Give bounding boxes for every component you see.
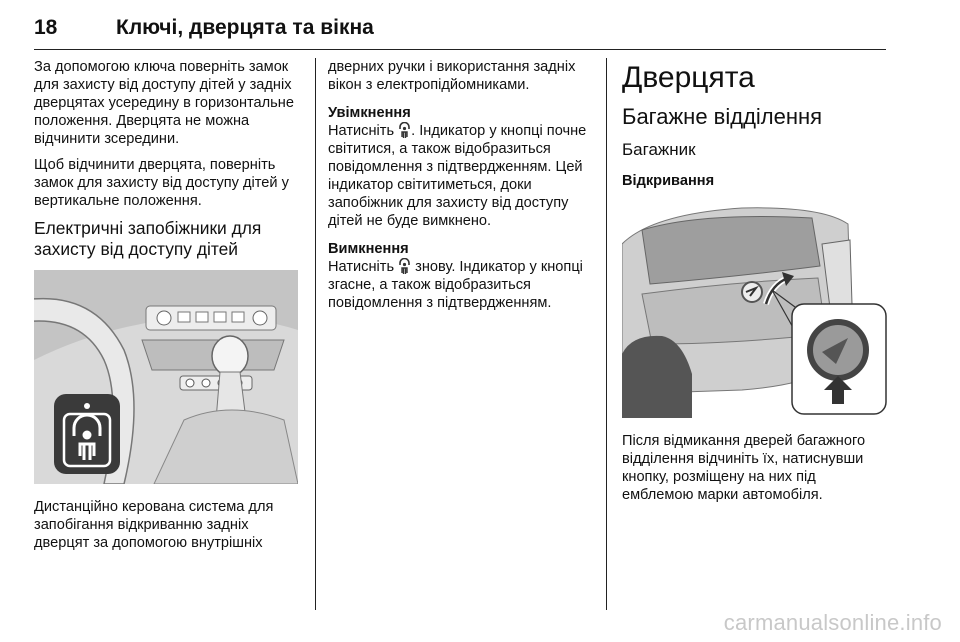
section-heading-electric-child-lock: Електричні запобіжники для захисту від доступу дітей — [34, 218, 262, 259]
paragraph-lock-horizontal: За допомогою ключа поверніть замок для захисту від доступу дітей у задніх дверцятах усередину в горизонтальне положення. Дверцята не можна відчинити зсередини. — [34, 59, 294, 147]
paragraph-tailgate-open: Після відмикання дверей багажного відділення відчиніть їх, натиснувши кнопку, розміщену на них під емблемою марки автомобіля. — [622, 433, 866, 503]
column-divider-2 — [606, 58, 607, 610]
column-divider-1 — [315, 58, 316, 610]
heading-doors: Дверцята — [622, 61, 755, 94]
child-lock-button-illustration — [34, 270, 298, 484]
paragraph-enable: Натисніть . Індикатор у кнопці почне світитися, а також відобразиться повідомлення з підтвердженням. Цей індикатор світитиметься, доки запобіжник для захисту від доступу дітей не буде вимкнено. — [328, 123, 587, 229]
watermark: carmanualsonline.info — [723, 610, 942, 635]
paragraph-continuation: дверних ручки і використання задніх вікон з електропідйомниками. — [328, 59, 576, 93]
heading-opening: Відкривання — [622, 173, 715, 189]
label-disable: Вимкнення — [328, 241, 409, 257]
page-title: Ключі, дверцята та вікна — [116, 16, 374, 39]
page-header — [34, 14, 886, 50]
paragraph-disable: Натисніть знову. Індикатор у кнопці згасне, а також відобразиться повідомлення з підтвердженням. — [328, 259, 583, 311]
child-lock-icon — [398, 258, 411, 274]
page-number: 18 — [34, 16, 58, 39]
column-3 — [622, 58, 890, 512]
heading-tailgate: Багажник — [622, 140, 696, 159]
child-lock-icon — [398, 122, 411, 138]
tailgate-opening-illustration — [622, 204, 888, 418]
heading-luggage-compartment: Багажне відділення — [622, 104, 823, 129]
paragraph-lock-vertical: Щоб відчинити дверцята, поверніть замок для захисту від доступу дітей у вертикальне положення. — [34, 157, 289, 209]
column-2 — [328, 58, 600, 322]
label-enable: Увімкнення — [328, 105, 411, 121]
paragraph-remote-child-lock: Дистанційно керована система для запобігання відкриванню задніх дверцят за допомогою внутрішніх — [34, 499, 274, 551]
column-1 — [34, 58, 300, 560]
